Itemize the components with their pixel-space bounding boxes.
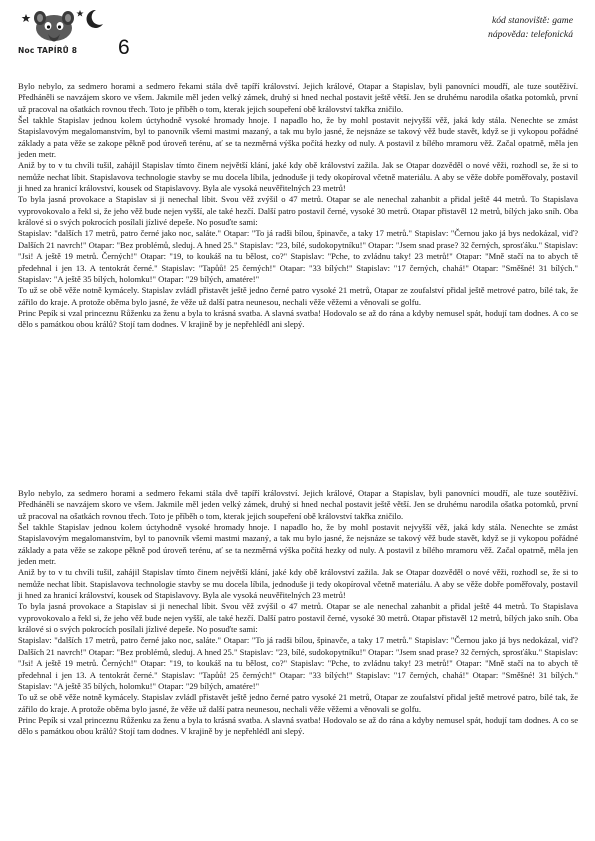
story-paragraph: Princ Pepík si vzal princeznu Růženku za ženu a byla to krásná svatba. A slavná svatba! Hodovalo se až do rána a kdyby nemusel spát, hodují tam dodnes. A co se dělo s památkou obou králů? Stojí tam dodnes. V krajině by je nepřehlédl ani slepý. xyxy=(18,307,578,330)
story-paragraph: Šel takhle Stapislav jednou kolem úctyhodně vysoké hromady hnoje. I napadlo ho, že by mohl postavit nejvyšší věž, jaká kdy stála. Nenechte se zmást Stapislavovým megalomanstvím, byl to panovník všemi mastmi mazaný, a tak mu bylo jasné, že nejsnáze se takový věž bude stavět, když se ji vykopou pořádné základy a pata věže se zakope pěkně pod úroveň terénu, ať se ta nezměrná výška počítá hezky od nuly. A postavil z bílého mramoru věž. Začal opatrně, měla jen jeden metr. xyxy=(18,115,578,160)
station-info xyxy=(488,14,573,42)
story-paragraph: To byla jasná provokace a Stapislav si ji nenechal líbit. Svou věž zvýšil o 47 metrů. Otapar se ale nenechal zahanbit a přidal ještě 44 metrů. To Stapislava vyprovokovalo a řekl si, že jeho věž bude nejen vyšší, ale také hezčí. Další patro postavil černé, vysoké 30 metrů. Otapar přistavěl 12 metrů, bílých jako sníh. Oba králové si o svých pokrocích posílali jízlivé depeše. No posuďte sami: xyxy=(18,194,578,228)
story-paragraph: To už se obě věže notně kymácely. Stapislav zvládl přistavět ještě jedno černé patro vysoké 21 metrů, Otapar ze zoufalství přidal ještě metrové patro, bílé tak, že zářilo do kraje. A protože oběma bylo jasné, že věže už další patra neunesou, nechali věže věžemi a věnovali se golfu. xyxy=(18,692,578,714)
tapir-night-logo xyxy=(18,6,108,64)
story-copy-1 xyxy=(18,81,578,331)
page-number: 6 xyxy=(118,36,130,59)
story-copy-2 xyxy=(18,488,578,738)
story-paragraph: Aniž by to v tu chvíli tušil, zahájil Stapislav tímto činem největší klání, jaké kdy obě království zažila. Jak se Otapar dozvěděl o nové věži, rozhodl se, že si to nemůže nechat líbit. Stapislavova technologie stavby se mu docela líbila, jednoduše ji tedy okopíroval včetně materiálu. A aby se věže dobře poměřovaly, postavil ji hned za hranicí království, kousek od Stapislavovy. Byla ale vysoká neuvěřitelných 23 metrů! xyxy=(18,160,578,194)
story-paragraph: To už se obě věže notně kymácely. Stapislav zvládl přistavět ještě jedno černé patro vysoké 21 metrů, Otapar ze zoufalství přidal ještě metrové patro, bílé tak, že zářilo do kraje. A protože oběma bylo jasné, že věže už další patra neunesou, nechali věže věžemi a věnovali se golfu. xyxy=(18,285,578,307)
story-paragraph: To byla jasná provokace a Stapislav si ji nenechal líbit. Svou věž zvýšil o 47 metrů. Otapar se ale nenechal zahanbit a přidal ještě 44 metrů. To Stapislava vyprovokovalo a řekl si, že jeho věž bude nejen vyšší, ale také hezčí. Další patro postavil černé, vysoké 30 metrů. Otapar přistavěl 12 metrů, bílých jako sníh. Oba králové si o svých pokrocích posílali jízlivé depeše. No posuďte sami: xyxy=(18,601,578,635)
story-paragraph: Princ Pepík si vzal princeznu Růženku za ženu a byla to krásná svatba. A slavná svatba! Hodovalo se až do rána a kdyby nemusel spát, hodují tam dodnes. A co se dělo s památkou obou králů? Stojí tam dodnes. V krajině by je nepřehlédl ani slepý. xyxy=(18,714,578,737)
story-paragraph: Bylo nebylo, za sedmero horami a sedmero řekami stála dvě tapíří království. Jejich králové, Otapar a Stapislav, byli panovníci moudří, ale tuze soutěživí. Předháněli se navzájem skoro ve všem. Jakmile měl jeden velký zámek, druhý si hned nechal postavit ještě větší. Jen se druhému narodila ošatka potomků, první už pracoval na ošatkách rovnou třech. Toto je příběh o tom, kterak jejich soupeření obě království takřka zničilo. xyxy=(18,488,578,521)
station-code: kód stanoviště: game xyxy=(492,15,573,26)
story-paragraph: Stapislav: "dalších 17 metrů, patro černé jako noc, saláte." Otapar: "To já radši bílou, špinavče, a taky 17 metrů." Stapislav: "Černou jako já bys nedokázal, viď? Dalších 21 navrch!" Otapar: "Bez problémů, sleduj. A hned 25." Stapislav: "23, bílé, sudokopytníku!" Otapar: "Jsem snad prase? 32 černých, sprosťáku." Stapislav: "Jsi! A ještě 19 metrů. Černých!" Otapar: "19, to koukáš na tu bělost, co?" Stapislav: "Pche, to zvládnu taky! 23 metrů!" Otapar: "Mně stačí na to abych tě předehnal i jen 13. A tentokrát černé." Stapislav: "Tapůů! 25 černých!" Otapar: "33 bílých!" Stapislav: "17 černých, chahá!" Otapar: "Směšné! 31 bílých." Stapislav: "A ještě 35 bílých, holomku!" Otapar: "29 bílých, amatére!" xyxy=(18,635,578,691)
hint-text: nápověda: telefonická xyxy=(488,29,573,40)
story-paragraph: Bylo nebylo, za sedmero horami a sedmero řekami stála dvě tapíří království. Jejich králové, Otapar a Stapislav, byli panovníci moudří, ale tuze soutěživí. Předháněli se navzájem skoro ve všem. Jakmile měl jeden velký zámek, druhý si hned nechal postavit ještě větší. Jen se druhému narodila ošatka potomků, první už pracoval na ošatkách rovnou třech. Toto je příběh o tom, kterak jejich soupeření obě království takřka zničilo. xyxy=(18,81,578,114)
story-paragraph: Aniž by to v tu chvíli tušil, zahájil Stapislav tímto činem největší klání, jaké kdy obě království zažila. Jak se Otapar dozvěděl o nové věži, rozhodl se, že si to nemůže nechat líbit. Stapislavova technologie stavby se mu docela líbila, jednoduše ji tedy okopíroval včetně materiálu. A aby se věže dobře poměřovaly, postavil ji hned za hranicí království, kousek od Stapislavovy. Byla ale vysoká neuvěřitelných 23 metrů! xyxy=(18,567,578,601)
logo-text: Noc TAPÍRŮ 8 xyxy=(18,46,78,55)
page-header xyxy=(0,0,595,78)
story-paragraph: Šel takhle Stapislav jednou kolem úctyhodně vysoké hromady hnoje. I napadlo ho, že by mohl postavit nejvyšší věž, jaká kdy stála. Nenechte se zmást Stapislavovým megalomanstvím, byl to panovník všemi mastmi mazaný, a tak mu bylo jasné, že nejsnáze se takový věž bude stavět, když se ji vykopou pořádné základy a pata věže se zakope pěkně pod úroveň terénu, ať se ta nezměrná výška počítá hezky od nuly. A postavil z bílého mramoru věž. Začal opatrně, měla jen jeden metr. xyxy=(18,522,578,567)
tapir-head-icon xyxy=(18,6,108,46)
story-paragraph: Stapislav: "dalších 17 metrů, patro černé jako noc, saláte." Otapar: "To já radši bílou, špinavče, a taky 17 metrů." Stapislav: "Černou jako já bys nedokázal, viď? Dalších 21 navrch!" Otapar: "Bez problémů, sleduj. A hned 25." Stapislav: "23, bílé, sudokopytníku!" Otapar: "Jsem snad prase? 32 černých, sprosťáku." Stapislav: "Jsi! A ještě 19 metrů. Černých!" Otapar: "19, to koukáš na tu bělost, co?" Stapislav: "Pche, to zvládnu taky! 23 metrů!" Otapar: "Mně stačí na to abych tě předehnal i jen 13. A tentokrát černé." Stapislav: "Tapůů! 25 černých!" Otapar: "33 bílých!" Stapislav: "17 černých, chahá!" Otapar: "Směšné! 31 bílých." Stapislav: "A ještě 35 bílých, holomku!" Otapar: "29 bílých, amatére!" xyxy=(18,228,578,284)
